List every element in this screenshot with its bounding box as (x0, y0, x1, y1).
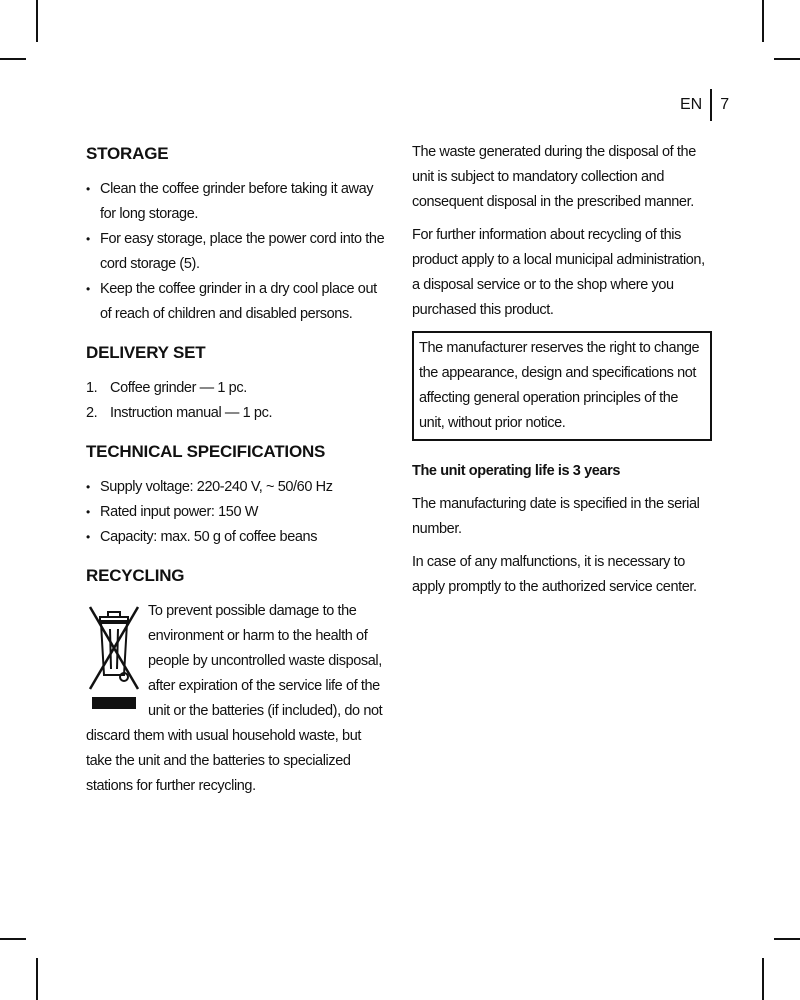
list-item: • Capacity: max. 50 g of coffee beans (86, 525, 386, 550)
right-column (412, 140, 712, 600)
crop-mark (36, 958, 38, 1000)
paragraph: In case of any malfunctions, it is necessary to apply promptly to the authorized service center. (412, 554, 697, 595)
language-code: EN (680, 96, 703, 113)
crop-mark (774, 58, 800, 60)
delivery-list (86, 376, 386, 426)
item-number: 2. (86, 405, 98, 421)
recycling-text: To prevent possible damage to the environment or harm to the health of people by uncontrolled waste disposal, after expiration of the service life of the unit or the batteries (if included), do not discard them with usual household waste, but take the unit and the batteries to specialized stations for further recycling. (86, 603, 383, 794)
storage-list (86, 177, 386, 327)
list-item: • For easy storage, place the power cord into the cord storage (5). (86, 227, 386, 277)
crop-mark (774, 938, 800, 940)
paragraph: The waste generated during the disposal of the unit is subject to mandatory collection and consequent disposal in the prescribed manner. (412, 144, 696, 210)
storage-heading: STORAGE (86, 144, 169, 163)
item-text: Instruction manual — 1 pc. (110, 405, 273, 421)
operating-life: The unit operating life is 3 years (412, 463, 620, 479)
item-number: 1. (86, 380, 98, 396)
specs-list (86, 475, 386, 550)
delivery-set-heading: DELIVERY SET (86, 343, 206, 362)
page-header (680, 90, 729, 120)
list-item: • Keep the coffee grinder in a dry cool place out of reach of children and disabled persons. (86, 277, 386, 327)
left-column (86, 140, 386, 799)
tech-specs-heading: TECHNICAL SPECIFICATIONS (86, 442, 326, 461)
recycling-heading: RECYCLING (86, 566, 185, 585)
crop-mark (762, 0, 764, 42)
recycling-block (86, 599, 386, 799)
page-number: 7 (720, 96, 730, 113)
crossed-bin-icon (86, 603, 142, 713)
list-item: • Rated input power: 150 W (86, 500, 386, 525)
notice-box (412, 331, 712, 441)
notice-text: The manufacturer reserves the right to change the appearance, design and specifications not affecting general operation principles of the unit, without prior notice. (419, 340, 700, 431)
list-item: • Clean the coffee grinder before taking it away for long storage. (86, 177, 386, 227)
item-text: Coffee grinder — 1 pc. (110, 380, 247, 396)
list-item: • Supply voltage: 220-240 V, ~ 50/60 Hz (86, 475, 386, 500)
crop-mark (36, 0, 38, 42)
paragraph: The manufacturing date is specified in the serial number. (412, 496, 700, 537)
paragraph: For further information about recycling of this product apply to a local municipal administration, a disposal service or to the shop where you purchased this product. (412, 227, 705, 318)
crop-mark (0, 58, 26, 60)
list-item (86, 376, 386, 401)
list-item (86, 401, 386, 426)
crop-mark (762, 958, 764, 1000)
crop-mark (0, 938, 26, 940)
